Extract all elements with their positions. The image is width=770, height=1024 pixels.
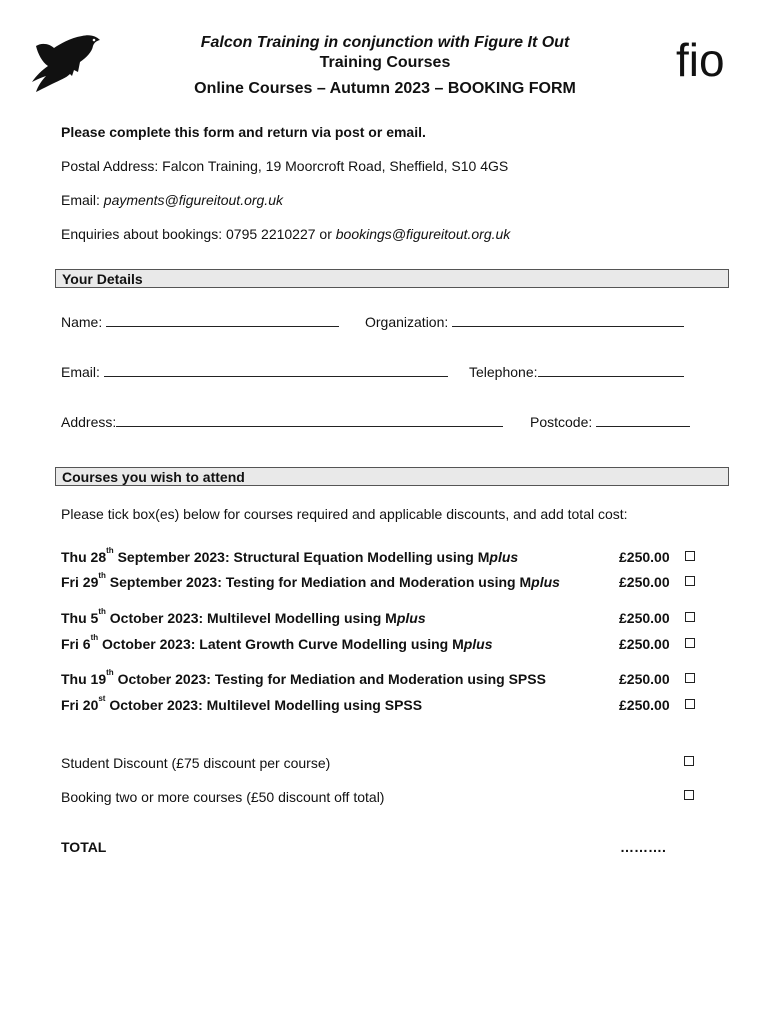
course-title: October 2023: Multilevel Modelling using M [105,610,397,626]
course-day: Thu 19 [61,671,107,687]
course-day-suffix: th [106,546,114,555]
email-field[interactable] [61,362,448,381]
multi-booking-discount-label: Booking two or more courses (£50 discount off total) [61,789,385,805]
address-input-line[interactable] [116,412,503,427]
bookings-email-link[interactable]: bookings@figureitout.org.uk [335,226,511,242]
course-checkbox[interactable] [685,699,695,709]
student-discount-checkbox[interactable] [684,756,694,766]
course-title: September 2023: Testing for Mediation and Moderation using M [105,574,532,590]
enquiries-label: Enquiries about bookings: 0795 2210227 or [61,226,336,242]
course-software-suffix: plus [489,549,519,565]
course-software-suffix: plus [463,636,493,652]
total-value[interactable]: ………. [620,839,666,855]
course-day: Thu 28 [61,549,107,565]
course-software-suffix: plus [396,610,426,626]
courses-heading: Courses you wish to attend [55,467,729,486]
course-row [61,573,560,591]
header-title-line2: Training Courses [319,54,451,71]
course-day-suffix: th [106,668,114,677]
total-label: TOTAL [61,839,107,855]
course-row [61,609,426,627]
telephone-field[interactable] [469,362,684,381]
organization-field[interactable] [365,312,684,331]
course-price: £250.00 [619,574,670,590]
form-instruction: Please complete this form and return via post or email. [61,124,426,140]
organization-label: Organization: [365,314,453,330]
course-title: October 2023: Latent Growth Curve Modelling using M [98,636,464,652]
course-price: £250.00 [619,549,670,565]
postcode-input-line[interactable] [596,412,690,427]
email-label: Email: [61,364,104,380]
course-day: Fri 6 [61,636,91,652]
organization-input-line[interactable] [452,312,684,327]
course-row [61,548,518,566]
payment-email-line [61,191,283,209]
postal-address: Postal Address: Falcon Training, 19 Moorcroft Road, Sheffield, S10 4GS [61,158,509,174]
name-input-line[interactable] [106,312,339,327]
address-field[interactable] [61,412,503,431]
name-label: Name: [61,314,107,330]
courses-instruction: Please tick box(es) below for courses required and applicable discounts, and add total cost: [61,506,628,522]
header-title-line1: Falcon Training in conjunction with Figure It Out [200,34,570,51]
email-input-line[interactable] [104,362,448,377]
course-price: £250.00 [619,697,670,713]
payment-email-link[interactable]: payments@figureitout.org.uk [103,192,283,208]
course-day-suffix: th [98,571,106,580]
payment-email-label: Email: [61,192,104,208]
course-row [61,696,422,714]
course-checkbox[interactable] [685,612,695,622]
course-checkbox[interactable] [685,673,695,683]
course-day-suffix: st [98,694,106,703]
your-details-heading: Your Details [55,269,729,288]
course-checkbox[interactable] [685,551,695,561]
fio-brand: fio [676,34,725,86]
postcode-label: Postcode: [530,414,597,430]
address-label: Address: [61,414,117,430]
course-day-suffix: th [98,607,106,616]
course-price: £250.00 [619,636,670,652]
telephone-input-line[interactable] [538,362,684,377]
course-day: Fri 20 [61,697,99,713]
header-title-line3: Online Courses – Autumn 2023 – BOOKING FORM [194,80,576,97]
student-discount-label: Student Discount (£75 discount per course) [61,755,331,771]
course-checkbox[interactable] [685,576,695,586]
course-day: Thu 5 [61,610,99,626]
course-software-suffix: plus [531,574,560,590]
telephone-label: Telephone: [469,364,538,380]
course-row [61,670,546,688]
postcode-field[interactable] [530,412,690,431]
name-field[interactable] [61,312,339,331]
course-title: October 2023: Testing for Mediation and Moderation using SPSS [113,671,546,687]
course-checkbox[interactable] [685,638,695,648]
course-price: £250.00 [619,610,670,626]
course-price: £250.00 [619,671,670,687]
course-row [61,635,493,653]
course-day-suffix: th [90,633,99,642]
enquiries-line [61,225,510,243]
course-day: Fri 29 [61,574,99,590]
course-title: October 2023: Multilevel Modelling using SPSS [105,697,423,713]
multi-booking-discount-checkbox[interactable] [684,790,694,800]
falcon-logo [30,32,102,92]
course-title: September 2023: Structural Equation Modelling using M [113,549,490,565]
